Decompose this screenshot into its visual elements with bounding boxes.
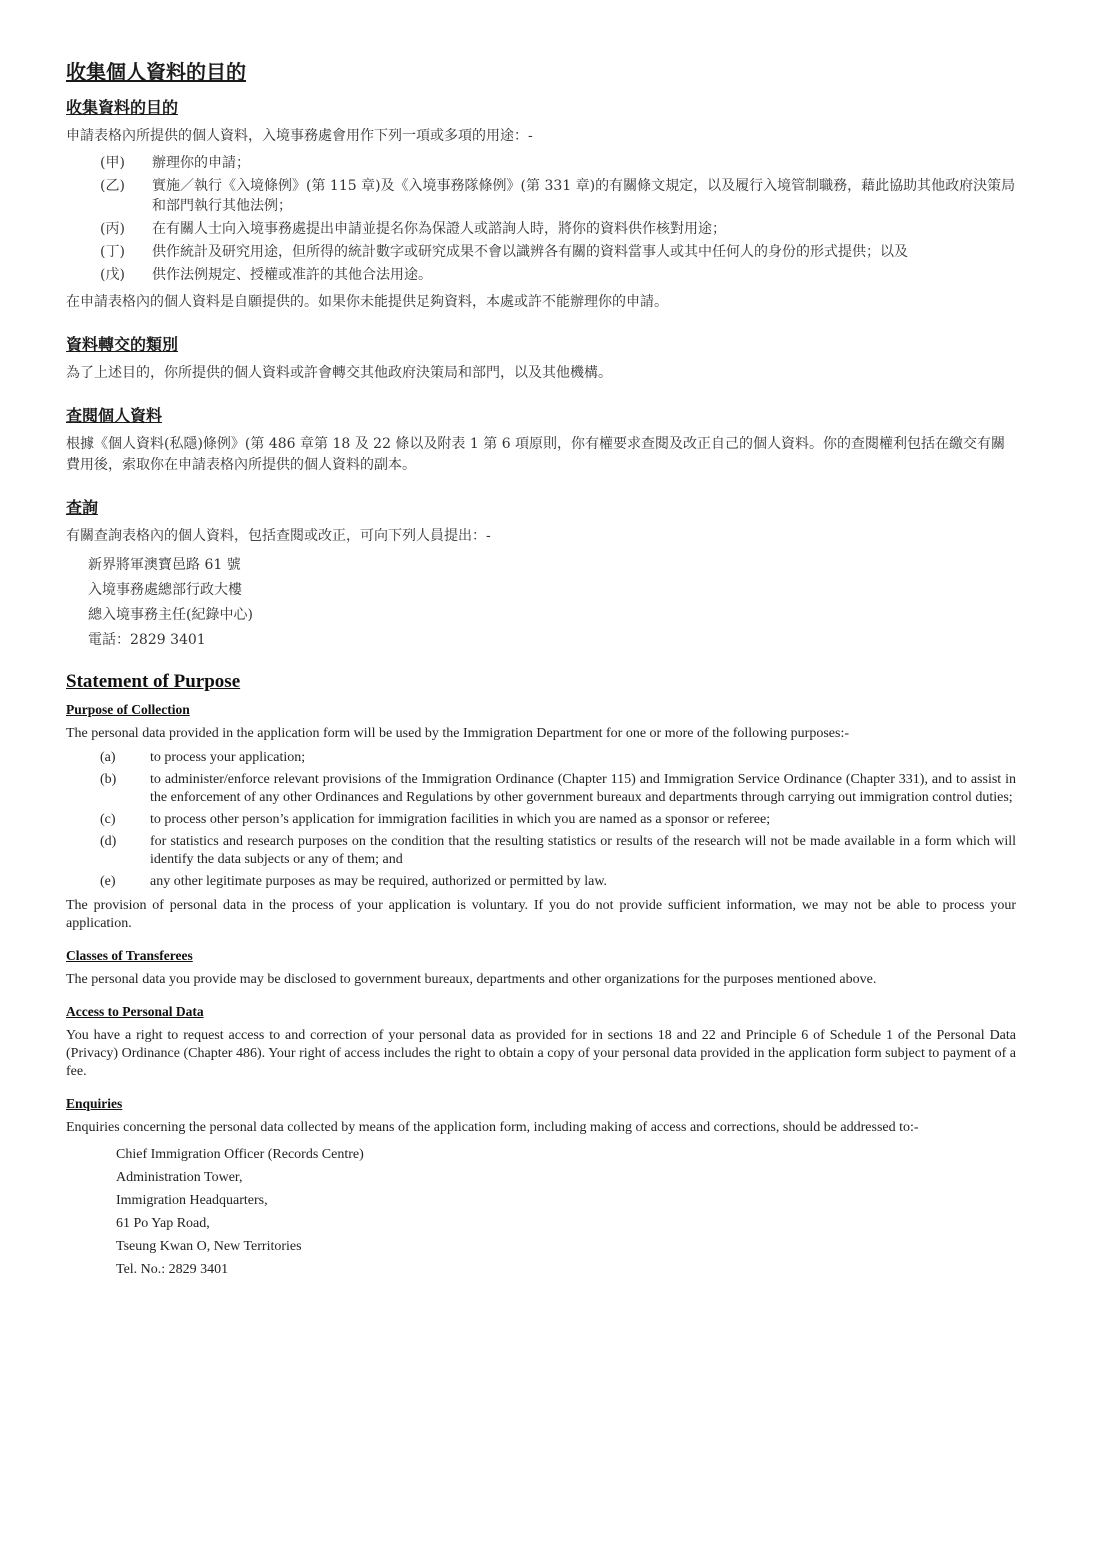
zh-purpose-list xyxy=(66,153,1016,285)
zh-page-title: 收集個人資料的目的 xyxy=(66,60,246,84)
address-line: 入境事務處總部行政大樓 xyxy=(88,582,242,598)
address-line: 新界將軍澳寶邑路 61 號 xyxy=(88,557,241,573)
list-item xyxy=(66,873,1016,891)
en-enquiries-heading: Enquiries xyxy=(66,1096,123,1111)
list-marker: (b) xyxy=(100,772,117,787)
en-purpose-heading: Purpose of Collection xyxy=(66,702,190,717)
address-line: 61 Po Yap Road, xyxy=(116,1216,210,1231)
address-line: Administration Tower, xyxy=(116,1170,243,1185)
en-page-title: Statement of Purpose xyxy=(66,671,241,692)
list-marker: (丙) xyxy=(100,221,125,237)
zh-access-text: 根據《個人資料(私隱)條例》(第 486 章第 18 及 22 條以及附表 1 第 6 項原則，你有權要求查閱及改正自己的個人資料。你的查閱權利包括在繳交有關費用後，索取你在申請表格內所提供的個人資料的副本。 xyxy=(66,436,1006,473)
en-access-text: You have a right to request access to and correction of your personal data as provided for in sections 18 and 22 and Principle 6 of Schedule 1 of the Personal Data (Privacy) Ordinance (Chapter 486). Your right of access includes the right to obtain a copy of your personal data provided in the application form subject to payment of a fee. xyxy=(66,1028,1016,1079)
zh-purpose-intro: 申請表格內所提供的個人資料，入境事務處會用作下列一項或多項的用途：- xyxy=(66,128,533,144)
list-text: 在有關人士向入境事務處提出申請並提名你為保證人或諮詢人時，將你的資料供作核對用途； xyxy=(152,221,726,237)
list-text: any other legitimate purposes as may be required, authorized or permitted by law. xyxy=(150,874,608,889)
en-purpose-list xyxy=(66,749,1016,891)
zh-transferees-heading: 資料轉交的類別 xyxy=(66,335,179,354)
list-text: 供作統計及研究用途，但所得的統計數字或研究成果不會以識辨各有關的資料當事人或其中任何人的身份的形式提供；以及 xyxy=(152,244,908,260)
zh-address-block xyxy=(88,553,1016,653)
list-item xyxy=(66,176,1016,216)
zh-transferees-text: 為了上述目的，你所提供的個人資料或許會轉交其他政府決策局和部門，以及其他機構。 xyxy=(66,365,612,381)
en-enquiries-text: Enquiries concerning the personal data collected by means of the application form, including making of access and corrections, should be addressed to:- xyxy=(66,1120,919,1135)
en-purpose-intro: The personal data provided in the application form will be used by the Immigration Department for one or more of the following purposes:- xyxy=(66,726,850,741)
en-address-block xyxy=(116,1143,1016,1281)
zh-purpose-closing: 在申請表格內的個人資料是自願提供的。如果你未能提供足夠資料，本處或許不能辦理你的申請。 xyxy=(66,294,668,310)
zh-enquiries-heading: 查詢 xyxy=(66,498,99,517)
list-marker: (丁) xyxy=(100,244,125,260)
chinese-section xyxy=(66,58,1016,653)
list-item xyxy=(66,771,1016,807)
address-line: Tel. No.: 2829 3401 xyxy=(116,1262,229,1277)
list-marker: (c) xyxy=(100,812,116,827)
list-marker: (戊) xyxy=(100,267,125,283)
list-text: for statistics and research purposes on the condition that the resulting statistics or results of the research will not be made available in a form which will identify the data subjects or any of them; and xyxy=(150,834,1016,867)
list-marker: (d) xyxy=(100,834,117,849)
list-text: to administer/enforce relevant provisions of the Immigration Ordinance (Chapter 115) and Immigration Service Ordinance (Chapter 331), and to assist in the enforcement of any other Ordinances and Regulations by other government bureaux and departments through carrying out immigration control duties; xyxy=(150,772,1016,805)
zh-enquiries-text: 有關查詢表格內的個人資料，包括查閱或改正，可向下列人員提出：- xyxy=(66,528,491,544)
list-text: to process your application; xyxy=(150,750,306,765)
list-marker: (e) xyxy=(100,874,116,889)
english-section xyxy=(66,669,1016,1281)
list-marker: (甲) xyxy=(100,155,125,171)
address-line: 電話：2829 3401 xyxy=(88,632,206,648)
en-transferees-text: The personal data you provide may be disclosed to government bureaux, departments and other organizations for the purposes mentioned above. xyxy=(66,972,877,987)
list-item xyxy=(66,153,1016,173)
list-marker: (a) xyxy=(100,750,116,765)
document-page xyxy=(66,58,1016,1281)
list-marker: (乙) xyxy=(100,178,125,194)
en-purpose-closing: The provision of personal data in the process of your application is voluntary. If you do not provide sufficient information, we may not be able to process your application. xyxy=(66,898,1016,931)
address-line: Chief Immigration Officer (Records Centre) xyxy=(116,1147,364,1162)
list-item xyxy=(66,811,1016,829)
list-text: to process other person’s application for immigration facilities in which you are named as a sponsor or referee; xyxy=(150,812,771,827)
en-access-heading: Access to Personal Data xyxy=(66,1004,204,1019)
address-line: 總入境事務主任(紀錄中心) xyxy=(88,607,253,623)
zh-access-heading: 查閱個人資料 xyxy=(66,406,163,425)
en-transferees-heading: Classes of Transferees xyxy=(66,948,193,963)
list-text: 供作法例規定、授權或准許的其他合法用途。 xyxy=(152,267,432,283)
address-line: Tseung Kwan O, New Territories xyxy=(116,1239,302,1254)
zh-purpose-heading: 收集資料的目的 xyxy=(66,98,179,117)
address-line: Immigration Headquarters, xyxy=(116,1193,268,1208)
list-item xyxy=(66,219,1016,239)
list-text: 實施／執行《入境條例》(第 115 章)及《入境事務隊條例》(第 331 章)的有關條文規定，以及履行入境管制職務，藉此協助其他政府決策局和部門執行其他法例； xyxy=(152,178,1016,214)
list-item xyxy=(66,833,1016,869)
list-item xyxy=(66,749,1016,767)
list-item xyxy=(66,242,1016,262)
list-item xyxy=(66,265,1016,285)
list-text: 辦理你的申請； xyxy=(152,155,250,171)
